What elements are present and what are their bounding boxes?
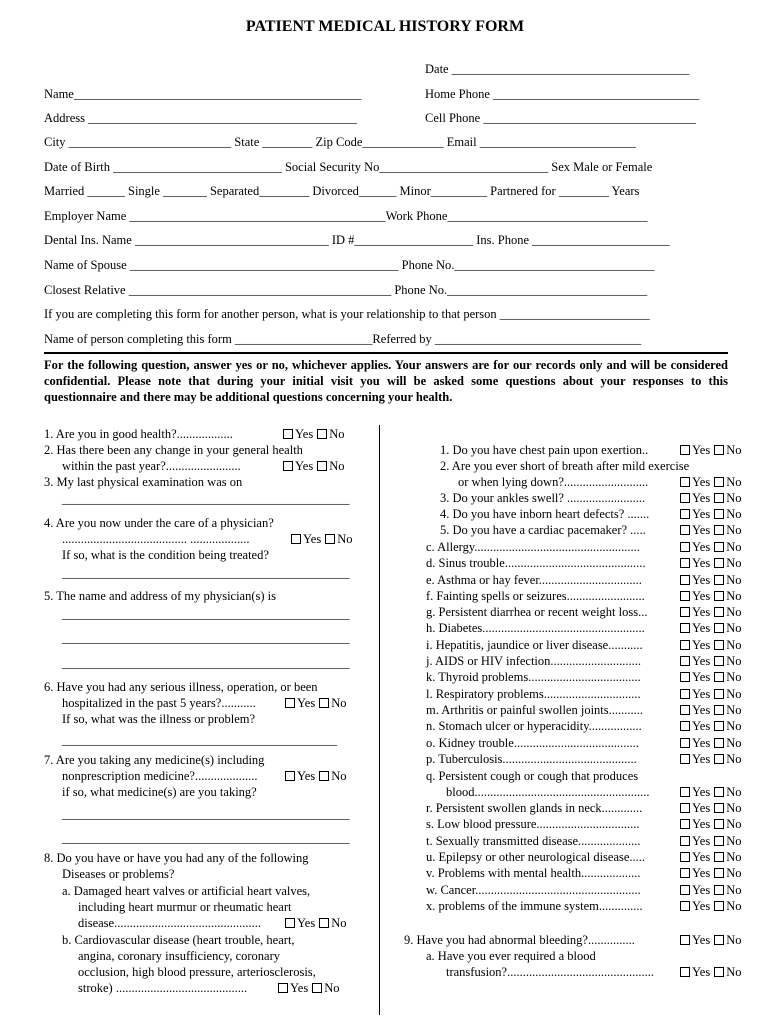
yes-checkbox[interactable] bbox=[680, 575, 690, 585]
yes-checkbox[interactable] bbox=[680, 901, 690, 911]
left-question-line: ______________________________________________ bbox=[62, 807, 350, 821]
section-divider bbox=[44, 352, 728, 354]
yes-label: Yes bbox=[692, 654, 711, 668]
no-checkbox[interactable] bbox=[714, 493, 724, 503]
yes-checkbox[interactable] bbox=[680, 542, 690, 552]
intro-paragraph: For the following question, answer yes or no, whichever applies. Your answers are for our records only and will be considered confidential. Please note that during your initial visit you will be asked some questions about your responses to this questionnaire and there may be additional questions concerning your health. bbox=[44, 358, 728, 404]
left-question-line: ______________________________________________ bbox=[62, 831, 350, 845]
yes-label: Yes bbox=[692, 573, 711, 587]
yes-checkbox[interactable] bbox=[285, 918, 295, 928]
yes-checkbox[interactable] bbox=[680, 640, 690, 650]
yes-label: Yes bbox=[692, 719, 711, 733]
right-question-line: u. Epilepsy or other neurological disease..... bbox=[426, 850, 646, 864]
right-question-line: a. Have you ever required a blood bbox=[426, 949, 596, 963]
yes-label: Yes bbox=[295, 427, 314, 441]
yes-label: Yes bbox=[692, 933, 711, 947]
no-checkbox[interactable] bbox=[714, 445, 724, 455]
yes-label: Yes bbox=[692, 703, 711, 717]
home-phone-field[interactable]: Home Phone _________________________________ bbox=[425, 87, 700, 101]
no-checkbox[interactable] bbox=[714, 901, 724, 911]
right-question-line: q. Persistent cough or cough that produces bbox=[426, 769, 639, 783]
right-question-line: c. Allergy..................................................... bbox=[426, 540, 640, 554]
yes-no-group bbox=[676, 588, 741, 604]
right-question-line: k. Thyroid problems.................................... bbox=[426, 670, 641, 684]
left-question-line: 1. Are you in good health?.................. bbox=[44, 427, 233, 441]
left-question-line: including heart murmur or rheumatic heart bbox=[78, 900, 292, 914]
yes-label: Yes bbox=[297, 696, 316, 710]
yes-no-group bbox=[676, 522, 741, 538]
right-question-line: 2. Are you ever short of breath after mild exercise bbox=[440, 459, 690, 473]
no-label: No bbox=[726, 965, 742, 979]
yes-checkbox[interactable] bbox=[680, 885, 690, 895]
yes-no-group bbox=[676, 555, 741, 571]
no-label: No bbox=[726, 638, 742, 652]
left-question-line: If so, what is the condition being treated? bbox=[62, 548, 269, 562]
right-question-line: d. Sinus trouble............................................. bbox=[426, 556, 646, 570]
no-label: No bbox=[726, 589, 742, 603]
no-checkbox[interactable] bbox=[317, 429, 327, 439]
right-question-line: w. Cancer..................................................... bbox=[426, 883, 641, 897]
yes-checkbox[interactable] bbox=[680, 705, 690, 715]
yes-no-group bbox=[676, 474, 741, 490]
no-label: No bbox=[726, 523, 742, 537]
yes-checkbox[interactable] bbox=[283, 429, 293, 439]
yes-checkbox[interactable] bbox=[680, 509, 690, 519]
no-checkbox[interactable] bbox=[714, 738, 724, 748]
yes-no-group bbox=[279, 458, 344, 474]
yes-label: Yes bbox=[692, 540, 711, 554]
yes-checkbox[interactable] bbox=[680, 525, 690, 535]
left-question-line: ____________________________________________ bbox=[62, 733, 337, 747]
no-checkbox[interactable] bbox=[714, 868, 724, 878]
yes-no-group bbox=[287, 531, 352, 547]
marital-status-row[interactable]: Married ______ Single _______ Separated________ Divorced______ Minor_________ Partnered for ________ Years bbox=[44, 184, 640, 198]
no-checkbox[interactable] bbox=[325, 534, 335, 544]
no-label: No bbox=[726, 443, 742, 457]
right-question-line: i. Hepatitis, jaundice or liver disease........... bbox=[426, 638, 643, 652]
no-checkbox[interactable] bbox=[714, 591, 724, 601]
no-checkbox[interactable] bbox=[714, 672, 724, 682]
yes-no-group bbox=[676, 898, 741, 914]
yes-no-group bbox=[676, 572, 741, 588]
yes-no-group bbox=[676, 882, 741, 898]
yes-label: Yes bbox=[692, 817, 711, 831]
no-label: No bbox=[726, 621, 742, 635]
yes-label: Yes bbox=[692, 475, 711, 489]
right-question-line: s. Low blood pressure................................. bbox=[426, 817, 640, 831]
relationship-row[interactable]: If you are completing this form for another person, what is your relationship to that person ________________________ bbox=[44, 307, 650, 321]
yes-label: Yes bbox=[692, 736, 711, 750]
yes-no-group bbox=[676, 490, 741, 506]
right-question-line: 3. Do your ankles swell? ......................... bbox=[440, 491, 646, 505]
yes-checkbox[interactable] bbox=[680, 445, 690, 455]
no-label: No bbox=[329, 459, 345, 473]
no-label: No bbox=[726, 687, 742, 701]
no-label: No bbox=[726, 491, 742, 505]
no-label: No bbox=[726, 736, 742, 750]
right-question-line: n. Stomach ulcer or hyperacidity................. bbox=[426, 719, 642, 733]
left-question-line: ______________________________________________ bbox=[62, 492, 350, 506]
yes-label: Yes bbox=[692, 785, 711, 799]
yes-checkbox[interactable] bbox=[680, 836, 690, 846]
name-field[interactable]: Name______________________________________________ bbox=[44, 87, 362, 101]
no-label: No bbox=[726, 703, 742, 717]
no-checkbox[interactable] bbox=[714, 607, 724, 617]
no-label: No bbox=[726, 817, 742, 831]
no-checkbox[interactable] bbox=[317, 461, 327, 471]
no-label: No bbox=[726, 834, 742, 848]
no-checkbox[interactable] bbox=[714, 819, 724, 829]
yes-no-group bbox=[676, 653, 741, 669]
yes-label: Yes bbox=[692, 965, 711, 979]
right-question-line: 9. Have you had abnormal bleeding?............... bbox=[404, 933, 635, 947]
right-question-line: p. Tuberculosis........................................... bbox=[426, 752, 637, 766]
yes-checkbox[interactable] bbox=[285, 771, 295, 781]
employer-row[interactable]: Employer Name _________________________________________Work Phone________________________________ bbox=[44, 209, 648, 223]
no-label: No bbox=[726, 573, 742, 587]
no-checkbox[interactable] bbox=[714, 656, 724, 666]
no-label: No bbox=[726, 605, 742, 619]
yes-no-group bbox=[676, 964, 741, 980]
right-question-line: l. Respiratory problems............................... bbox=[426, 687, 641, 701]
yes-no-group bbox=[676, 604, 741, 620]
no-label: No bbox=[726, 866, 742, 880]
yes-label: Yes bbox=[692, 589, 711, 603]
right-question-line: j. AIDS or HIV infection............................. bbox=[426, 654, 642, 668]
right-question-line: x. problems of the immune system.............. bbox=[426, 899, 643, 913]
no-label: No bbox=[726, 507, 742, 521]
left-question-line: Diseases or problems? bbox=[62, 867, 175, 881]
left-question-line: if so, what medicine(s) are you taking? bbox=[62, 785, 257, 799]
no-label: No bbox=[726, 850, 742, 864]
right-question-line: blood........................................................ bbox=[446, 785, 650, 799]
right-question-line: 1. Do you have chest pain upon exertion.. bbox=[440, 443, 649, 457]
left-question-line: 2. Has there been any change in your general health bbox=[44, 443, 303, 457]
left-question-line: stroke) .......................................... bbox=[78, 981, 248, 995]
left-question-line: 5. The name and address of my physician(s) is bbox=[44, 589, 277, 603]
right-question-line: e. Asthma or hay fever................................. bbox=[426, 573, 642, 587]
no-checkbox[interactable] bbox=[714, 836, 724, 846]
left-question-line: a. Damaged heart valves or artificial heart valves, bbox=[62, 884, 311, 898]
cell-phone-field[interactable]: Cell Phone __________________________________ bbox=[425, 111, 696, 125]
yes-label: Yes bbox=[297, 769, 316, 783]
no-checkbox[interactable] bbox=[714, 754, 724, 764]
yes-checkbox[interactable] bbox=[680, 852, 690, 862]
left-question-line: nonprescription medicine?.................... bbox=[62, 769, 258, 783]
no-label: No bbox=[726, 719, 742, 733]
no-label: No bbox=[726, 540, 742, 554]
yes-no-group bbox=[676, 849, 741, 865]
right-question-line: f. Fainting spells or seizures......................... bbox=[426, 589, 645, 603]
no-checkbox[interactable] bbox=[714, 689, 724, 699]
yes-checkbox[interactable] bbox=[680, 967, 690, 977]
yes-no-group bbox=[676, 800, 741, 816]
left-question-line: within the past year?........................ bbox=[62, 459, 241, 473]
yes-label: Yes bbox=[303, 532, 322, 546]
yes-checkbox[interactable] bbox=[680, 656, 690, 666]
column-divider bbox=[379, 425, 380, 1015]
no-label: No bbox=[331, 916, 347, 930]
no-checkbox[interactable] bbox=[714, 803, 724, 813]
yes-checkbox[interactable] bbox=[285, 698, 295, 708]
yes-checkbox[interactable] bbox=[680, 558, 690, 568]
no-checkbox[interactable] bbox=[714, 558, 724, 568]
no-label: No bbox=[726, 475, 742, 489]
yes-checkbox[interactable] bbox=[291, 534, 301, 544]
no-label: No bbox=[726, 752, 742, 766]
yes-no-group bbox=[279, 426, 344, 442]
yes-checkbox[interactable] bbox=[680, 754, 690, 764]
yes-checkbox[interactable] bbox=[278, 983, 288, 993]
yes-checkbox[interactable] bbox=[680, 819, 690, 829]
yes-label: Yes bbox=[692, 443, 711, 457]
right-question-line: r. Persistent swollen glands in neck............. bbox=[426, 801, 643, 815]
yes-checkbox[interactable] bbox=[283, 461, 293, 471]
no-checkbox[interactable] bbox=[714, 623, 724, 633]
yes-checkbox[interactable] bbox=[680, 787, 690, 797]
no-checkbox[interactable] bbox=[714, 935, 724, 945]
no-label: No bbox=[331, 769, 347, 783]
yes-label: Yes bbox=[297, 916, 316, 930]
yes-label: Yes bbox=[692, 883, 711, 897]
address-field[interactable]: Address ___________________________________________ bbox=[44, 111, 357, 125]
no-label: No bbox=[331, 696, 347, 710]
no-checkbox[interactable] bbox=[319, 918, 329, 928]
yes-checkbox[interactable] bbox=[680, 689, 690, 699]
no-label: No bbox=[337, 532, 353, 546]
yes-no-group bbox=[676, 833, 741, 849]
yes-checkbox[interactable] bbox=[680, 868, 690, 878]
left-question-line: disease............................................... bbox=[78, 916, 261, 930]
no-label: No bbox=[726, 899, 742, 913]
yes-no-group bbox=[676, 442, 741, 458]
yes-no-group bbox=[274, 980, 339, 996]
yes-checkbox[interactable] bbox=[680, 721, 690, 731]
form-title: PATIENT MEDICAL HISTORY FORM bbox=[245, 18, 525, 35]
right-question-line: 5. Do you have a cardiac pacemaker? ..... bbox=[440, 523, 646, 537]
yes-no-group bbox=[676, 735, 741, 751]
yes-label: Yes bbox=[290, 981, 309, 995]
yes-label: Yes bbox=[692, 834, 711, 848]
no-checkbox[interactable] bbox=[312, 983, 322, 993]
left-question-line: 4. Are you now under the care of a physician? bbox=[44, 516, 274, 530]
left-question-line: ........................................ ................... bbox=[62, 532, 250, 546]
no-checkbox[interactable] bbox=[319, 771, 329, 781]
yes-label: Yes bbox=[692, 523, 711, 537]
right-question-line: h. Diabetes.................................................... bbox=[426, 621, 645, 635]
no-label: No bbox=[726, 933, 742, 947]
yes-no-group bbox=[676, 669, 741, 685]
yes-checkbox[interactable] bbox=[680, 623, 690, 633]
yes-no-group bbox=[281, 915, 346, 931]
no-checkbox[interactable] bbox=[319, 698, 329, 708]
dental-insurance-row[interactable]: Dental Ins. Name _______________________________ ID #___________________ Ins. Phone ______________________ bbox=[44, 233, 670, 247]
right-question-line: m. Arthritis or painful swollen joints........... bbox=[426, 703, 644, 717]
left-question-line: ______________________________________________ bbox=[62, 656, 350, 670]
yes-no-group bbox=[676, 637, 741, 653]
yes-checkbox[interactable] bbox=[680, 672, 690, 682]
yes-label: Yes bbox=[692, 899, 711, 913]
no-label: No bbox=[726, 670, 742, 684]
yes-label: Yes bbox=[692, 850, 711, 864]
left-question-line: 8. Do you have or have you had any of the following bbox=[44, 851, 309, 865]
yes-label: Yes bbox=[692, 621, 711, 635]
yes-label: Yes bbox=[692, 801, 711, 815]
yes-no-group bbox=[676, 686, 741, 702]
yes-checkbox[interactable] bbox=[680, 935, 690, 945]
left-question-line: 6. Have you had any serious illness, operation, or been bbox=[44, 680, 318, 694]
yes-no-group bbox=[676, 865, 741, 881]
yes-label: Yes bbox=[692, 638, 711, 652]
no-checkbox[interactable] bbox=[714, 705, 724, 715]
yes-checkbox[interactable] bbox=[680, 477, 690, 487]
no-label: No bbox=[329, 427, 345, 441]
yes-no-group bbox=[676, 784, 741, 800]
spouse-row[interactable]: Name of Spouse ___________________________________________ Phone No.________________________________ bbox=[44, 258, 655, 272]
no-label: No bbox=[324, 981, 340, 995]
yes-label: Yes bbox=[692, 491, 711, 505]
yes-checkbox[interactable] bbox=[680, 803, 690, 813]
right-question-line: 4. Do you have inborn heart defects? ....... bbox=[440, 507, 650, 521]
no-label: No bbox=[726, 801, 742, 815]
right-question-line: t. Sexually transmitted disease.................... bbox=[426, 834, 641, 848]
yes-no-group bbox=[676, 718, 741, 734]
no-checkbox[interactable] bbox=[714, 787, 724, 797]
dob-ssn-sex-row[interactable]: Date of Birth ___________________________ Social Security No___________________________ Sex Male or Female bbox=[44, 160, 653, 174]
yes-no-group bbox=[676, 620, 741, 636]
left-question-line: 3. My last physical examination was on bbox=[44, 475, 243, 489]
no-checkbox[interactable] bbox=[714, 967, 724, 977]
yes-label: Yes bbox=[692, 752, 711, 766]
yes-label: Yes bbox=[692, 556, 711, 570]
yes-no-group bbox=[676, 932, 741, 948]
no-checkbox[interactable] bbox=[714, 509, 724, 519]
yes-checkbox[interactable] bbox=[680, 607, 690, 617]
yes-checkbox[interactable] bbox=[680, 493, 690, 503]
no-checkbox[interactable] bbox=[714, 852, 724, 862]
left-question-line: ______________________________________________ bbox=[62, 566, 350, 580]
no-checkbox[interactable] bbox=[714, 477, 724, 487]
yes-no-group bbox=[676, 816, 741, 832]
date-field[interactable]: Date ______________________________________ bbox=[425, 62, 690, 76]
yes-no-group bbox=[676, 751, 741, 767]
no-checkbox[interactable] bbox=[714, 721, 724, 731]
left-question-line: b. Cardiovascular disease (heart trouble, heart, bbox=[62, 933, 295, 947]
right-question-line: g. Persistent diarrhea or recent weight loss... bbox=[426, 605, 648, 619]
no-label: No bbox=[726, 883, 742, 897]
yes-label: Yes bbox=[692, 605, 711, 619]
yes-checkbox[interactable] bbox=[680, 591, 690, 601]
no-checkbox[interactable] bbox=[714, 575, 724, 585]
yes-no-group bbox=[281, 695, 346, 711]
closest-relative-row[interactable]: Closest Relative __________________________________________ Phone No.________________________________ bbox=[44, 283, 648, 297]
no-checkbox[interactable] bbox=[714, 885, 724, 895]
yes-no-group bbox=[676, 539, 741, 555]
yes-checkbox[interactable] bbox=[680, 738, 690, 748]
right-question-line: or when lying down?........................... bbox=[458, 475, 649, 489]
left-question-line: angina, coronary insufficiency, coronary bbox=[78, 949, 281, 963]
yes-label: Yes bbox=[692, 507, 711, 521]
city-state-zip-email-row[interactable]: City __________________________ State ________ Zip Code_____________ Email _________________________ bbox=[44, 135, 636, 149]
no-checkbox[interactable] bbox=[714, 640, 724, 650]
yes-label: Yes bbox=[295, 459, 314, 473]
left-question-line: hospitalized in the past 5 years?........... bbox=[62, 696, 256, 710]
yes-label: Yes bbox=[692, 687, 711, 701]
yes-no-group bbox=[281, 768, 346, 784]
no-label: No bbox=[726, 785, 742, 799]
no-label: No bbox=[726, 556, 742, 570]
completed-by-row[interactable]: Name of person completing this form ______________________Referred by _________________________________ bbox=[44, 332, 642, 346]
left-question-line: ______________________________________________ bbox=[62, 607, 350, 621]
no-checkbox[interactable] bbox=[714, 525, 724, 535]
yes-no-group bbox=[676, 506, 741, 522]
no-checkbox[interactable] bbox=[714, 542, 724, 552]
yes-no-group bbox=[676, 702, 741, 718]
right-question-line: v. Problems with mental health................... bbox=[426, 866, 641, 880]
right-question-line: o. Kidney trouble........................................ bbox=[426, 736, 639, 750]
left-question-line: 7. Are you taking any medicine(s) including bbox=[44, 753, 265, 767]
no-label: No bbox=[726, 654, 742, 668]
yes-label: Yes bbox=[692, 866, 711, 880]
right-question-line: transfusion?............................................... bbox=[446, 965, 654, 979]
yes-label: Yes bbox=[692, 670, 711, 684]
left-question-line: ______________________________________________ bbox=[62, 631, 350, 645]
left-question-line: If so, what was the illness or problem? bbox=[62, 712, 256, 726]
left-question-line: occlusion, high blood pressure, arteriosclerosis, bbox=[78, 965, 316, 979]
